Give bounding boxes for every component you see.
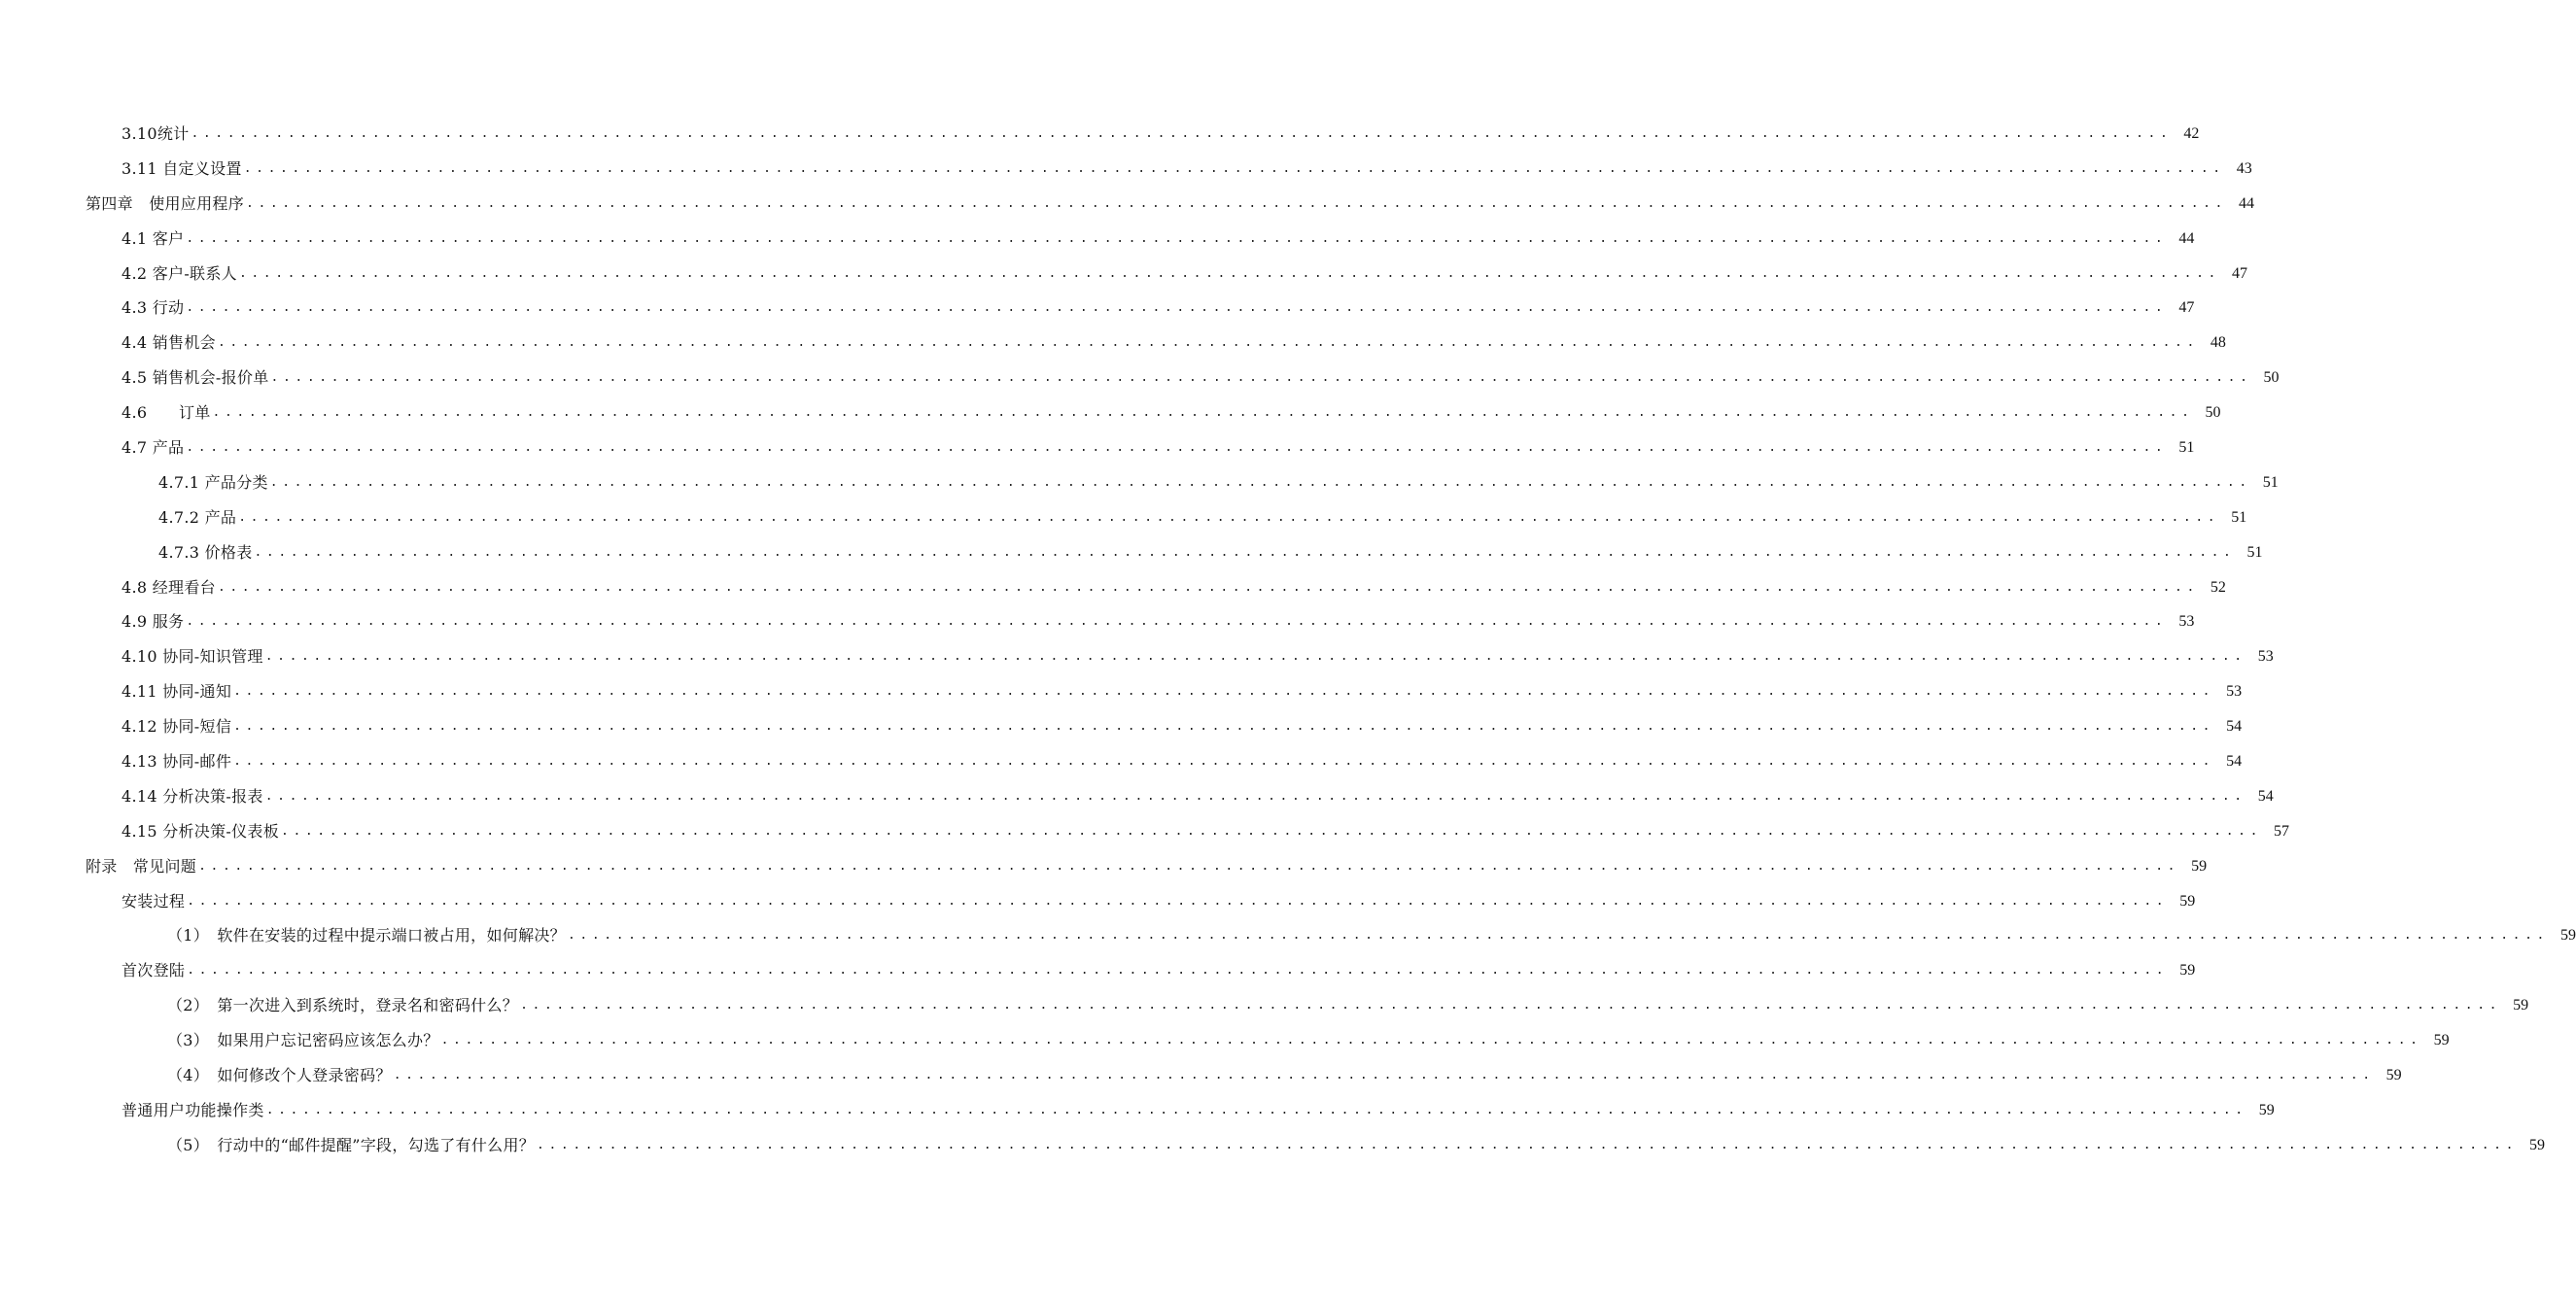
- toc-entry[interactable]: [0, 535, 2263, 570]
- toc-entry-label: 安装过程: [122, 891, 186, 911]
- toc-entry[interactable]: [0, 674, 2243, 709]
- toc-entry-label: 4.7.1 产品分类: [158, 472, 268, 492]
- toc-entry-label: 4.7.2 产品: [158, 507, 237, 527]
- toc-entry-label: 首次登陆: [122, 961, 186, 980]
- toc-page-number: 59: [2559, 927, 2576, 945]
- dot-leader: ....................................................................................................................................................................: [187, 963, 2169, 979]
- toc-entry-label: 普通用户功能操作类: [122, 1100, 264, 1119]
- dot-leader: ....................................................................................................................................................................: [567, 928, 2549, 944]
- toc-page-number: 59: [2385, 1066, 2402, 1083]
- dot-leader: ....................................................................................................................................................................: [238, 265, 2220, 281]
- dot-leader: ....................................................................................................................................................................: [217, 579, 2199, 595]
- toc-entry-label: （3） 如果用户忘记密码应该怎么办？: [167, 1031, 439, 1050]
- toc-entry-label: 第四章 使用应用程序: [86, 193, 245, 213]
- toc-entry-label: （4） 如何修改个人登录密码？: [167, 1065, 392, 1084]
- toc-entry[interactable]: [0, 709, 2243, 744]
- dot-leader: ....................................................................................................................................................................: [246, 195, 2227, 211]
- toc-page-number: 42: [2183, 124, 2200, 142]
- toc-entry-label: 附录 常见问题: [86, 856, 197, 876]
- toc-entry-label: 4.13 协同-邮件: [122, 751, 232, 771]
- toc-entry-label: 4.4 销售机会: [122, 333, 216, 353]
- dot-leader: ....................................................................................................................................................................: [198, 858, 2180, 874]
- toc-page-number: 48: [2210, 334, 2226, 352]
- toc-entry-label: 4.10 协同-知识管理: [122, 647, 263, 667]
- dot-leader: ....................................................................................................................................................................: [264, 788, 2246, 804]
- toc-entry-label: 3.11 自定义设置: [122, 158, 242, 178]
- toc-page-number: 59: [2529, 1136, 2546, 1153]
- toc-entry[interactable]: [0, 1128, 2546, 1163]
- dot-leader: ....................................................................................................................................................................: [187, 893, 2169, 909]
- toc-entry-label: 4.11 协同-通知: [122, 682, 232, 702]
- toc-page-number: 51: [2246, 543, 2263, 561]
- toc-entry[interactable]: [0, 187, 2254, 222]
- toc-entry-label: （2） 第一次进入到系统时，登录名和密码什么？: [167, 996, 519, 1015]
- toc-entry[interactable]: [0, 570, 2226, 605]
- toc-page-number: 47: [2178, 299, 2195, 317]
- toc-entry[interactable]: [0, 1023, 2450, 1058]
- toc-entry-label: （1） 软件在安装的过程中提示端口被占用，如何解决？: [167, 926, 566, 945]
- toc-entry[interactable]: [0, 430, 2195, 465]
- dot-leader: ....................................................................................................................................................................: [186, 300, 2168, 316]
- dot-leader: ....................................................................................................................................................................: [264, 649, 2246, 665]
- toc-entry-label: 3.10统计: [122, 123, 190, 143]
- toc-entry-label: 4.7 产品: [122, 437, 185, 457]
- toc-page-number: 47: [2231, 264, 2247, 282]
- toc-entry[interactable]: [0, 1058, 2402, 1093]
- dot-leader: ....................................................................................................................................................................: [186, 439, 2168, 455]
- dot-leader: ....................................................................................................................................................................: [269, 474, 2251, 490]
- toc-entry[interactable]: [0, 918, 2576, 953]
- toc-page-number: 53: [2257, 648, 2274, 666]
- toc-entry[interactable]: [0, 779, 2274, 814]
- toc-page-number: 50: [2263, 369, 2280, 387]
- toc-entry[interactable]: [0, 291, 2195, 326]
- toc-entry[interactable]: [0, 639, 2274, 674]
- toc-page-number: 57: [2274, 822, 2290, 840]
- toc-page-number: 59: [2179, 892, 2196, 910]
- toc-entry[interactable]: [0, 222, 2195, 257]
- dot-leader: ....................................................................................................................................................................: [270, 370, 2252, 386]
- toc-page-number: 51: [2231, 508, 2247, 526]
- dot-leader: ....................................................................................................................................................................: [238, 509, 2220, 525]
- dot-leader: ....................................................................................................................................................................: [233, 684, 2215, 700]
- toc-entry[interactable]: [0, 884, 2196, 919]
- dot-leader: ....................................................................................................................................................................: [186, 230, 2168, 246]
- toc-page-number: 54: [2226, 752, 2243, 770]
- toc-page-number: 59: [2179, 962, 2196, 980]
- toc-entry[interactable]: [0, 744, 2243, 779]
- toc-entry[interactable]: [0, 953, 2196, 988]
- dot-leader: ....................................................................................................................................................................: [265, 1102, 2247, 1117]
- toc-entry-label: 4.9 服务: [122, 612, 185, 632]
- toc-entry[interactable]: [0, 604, 2195, 639]
- toc-page-number: 54: [2226, 718, 2243, 736]
- toc-entry-label: 4.5 销售机会-报价单: [122, 368, 269, 388]
- toc-entry[interactable]: [0, 849, 2208, 884]
- toc-page-number: 59: [2513, 997, 2529, 1014]
- toc-entry[interactable]: [0, 1093, 2275, 1128]
- toc-entry[interactable]: [0, 814, 2290, 849]
- toc-entry-label: 4.6 订单: [122, 403, 211, 423]
- dot-leader: ....................................................................................................................................................................: [393, 1067, 2375, 1083]
- toc-page-number: 51: [2262, 473, 2279, 491]
- toc-entry-label: 4.7.3 价格表: [158, 542, 253, 562]
- toc-entry[interactable]: [0, 152, 2252, 187]
- toc-page-number: 59: [2191, 857, 2208, 875]
- toc-entry[interactable]: [0, 465, 2279, 500]
- dot-leader: ....................................................................................................................................................................: [191, 125, 2173, 141]
- toc-page-number: 44: [2178, 229, 2195, 247]
- toc-entry[interactable]: [0, 361, 2280, 395]
- toc-entry[interactable]: [0, 257, 2247, 292]
- dot-leader: ....................................................................................................................................................................: [537, 1137, 2519, 1152]
- toc-page-number: 54: [2257, 787, 2274, 805]
- dot-leader: ....................................................................................................................................................................: [281, 823, 2263, 839]
- toc-entry[interactable]: [0, 117, 2200, 152]
- dot-leader: ....................................................................................................................................................................: [212, 405, 2194, 421]
- toc-page-number: 53: [2178, 613, 2195, 631]
- toc-entry-label: （5） 行动中的“邮件提醒”字段，勾选了有什么用？: [167, 1135, 536, 1154]
- toc-entry[interactable]: [0, 395, 2221, 430]
- toc-entry[interactable]: [0, 326, 2226, 361]
- dot-leader: ....................................................................................................................................................................: [254, 544, 2236, 560]
- toc-entry[interactable]: [0, 988, 2529, 1023]
- toc-entry-label: 4.3 行动: [122, 298, 185, 318]
- dot-leader: ....................................................................................................................................................................: [186, 614, 2168, 630]
- toc-page-number: 44: [2239, 194, 2254, 212]
- toc-entry-label: 4.1 客户: [122, 228, 185, 248]
- toc-page-number: 53: [2226, 683, 2243, 701]
- toc-page-number: 59: [2433, 1032, 2450, 1049]
- table-of-contents: [0, 117, 2576, 1163]
- toc-entry-label: 4.12 协同-短信: [122, 717, 232, 737]
- toc-page-number: 59: [2258, 1101, 2275, 1118]
- toc-entry-label: 4.2 客户-联系人: [122, 263, 237, 283]
- dot-leader: ....................................................................................................................................................................: [520, 998, 2502, 1014]
- dot-leader: ....................................................................................................................................................................: [243, 160, 2225, 176]
- toc-page-number: 52: [2210, 578, 2226, 596]
- dot-leader: ....................................................................................................................................................................: [233, 719, 2215, 735]
- dot-leader: ....................................................................................................................................................................: [233, 753, 2215, 769]
- dot-leader: ....................................................................................................................................................................: [440, 1033, 2422, 1048]
- toc-entry[interactable]: [0, 500, 2247, 535]
- toc-page-number: 51: [2178, 438, 2195, 456]
- dot-leader: ....................................................................................................................................................................: [217, 335, 2199, 351]
- toc-entry-label: 4.14 分析决策-报表: [122, 786, 263, 806]
- toc-page-number: 50: [2205, 404, 2221, 422]
- toc-entry-label: 4.8 经理看台: [122, 577, 216, 597]
- toc-entry-label: 4.15 分析决策-仪表板: [122, 821, 280, 841]
- toc-page-number: 43: [2236, 159, 2252, 177]
